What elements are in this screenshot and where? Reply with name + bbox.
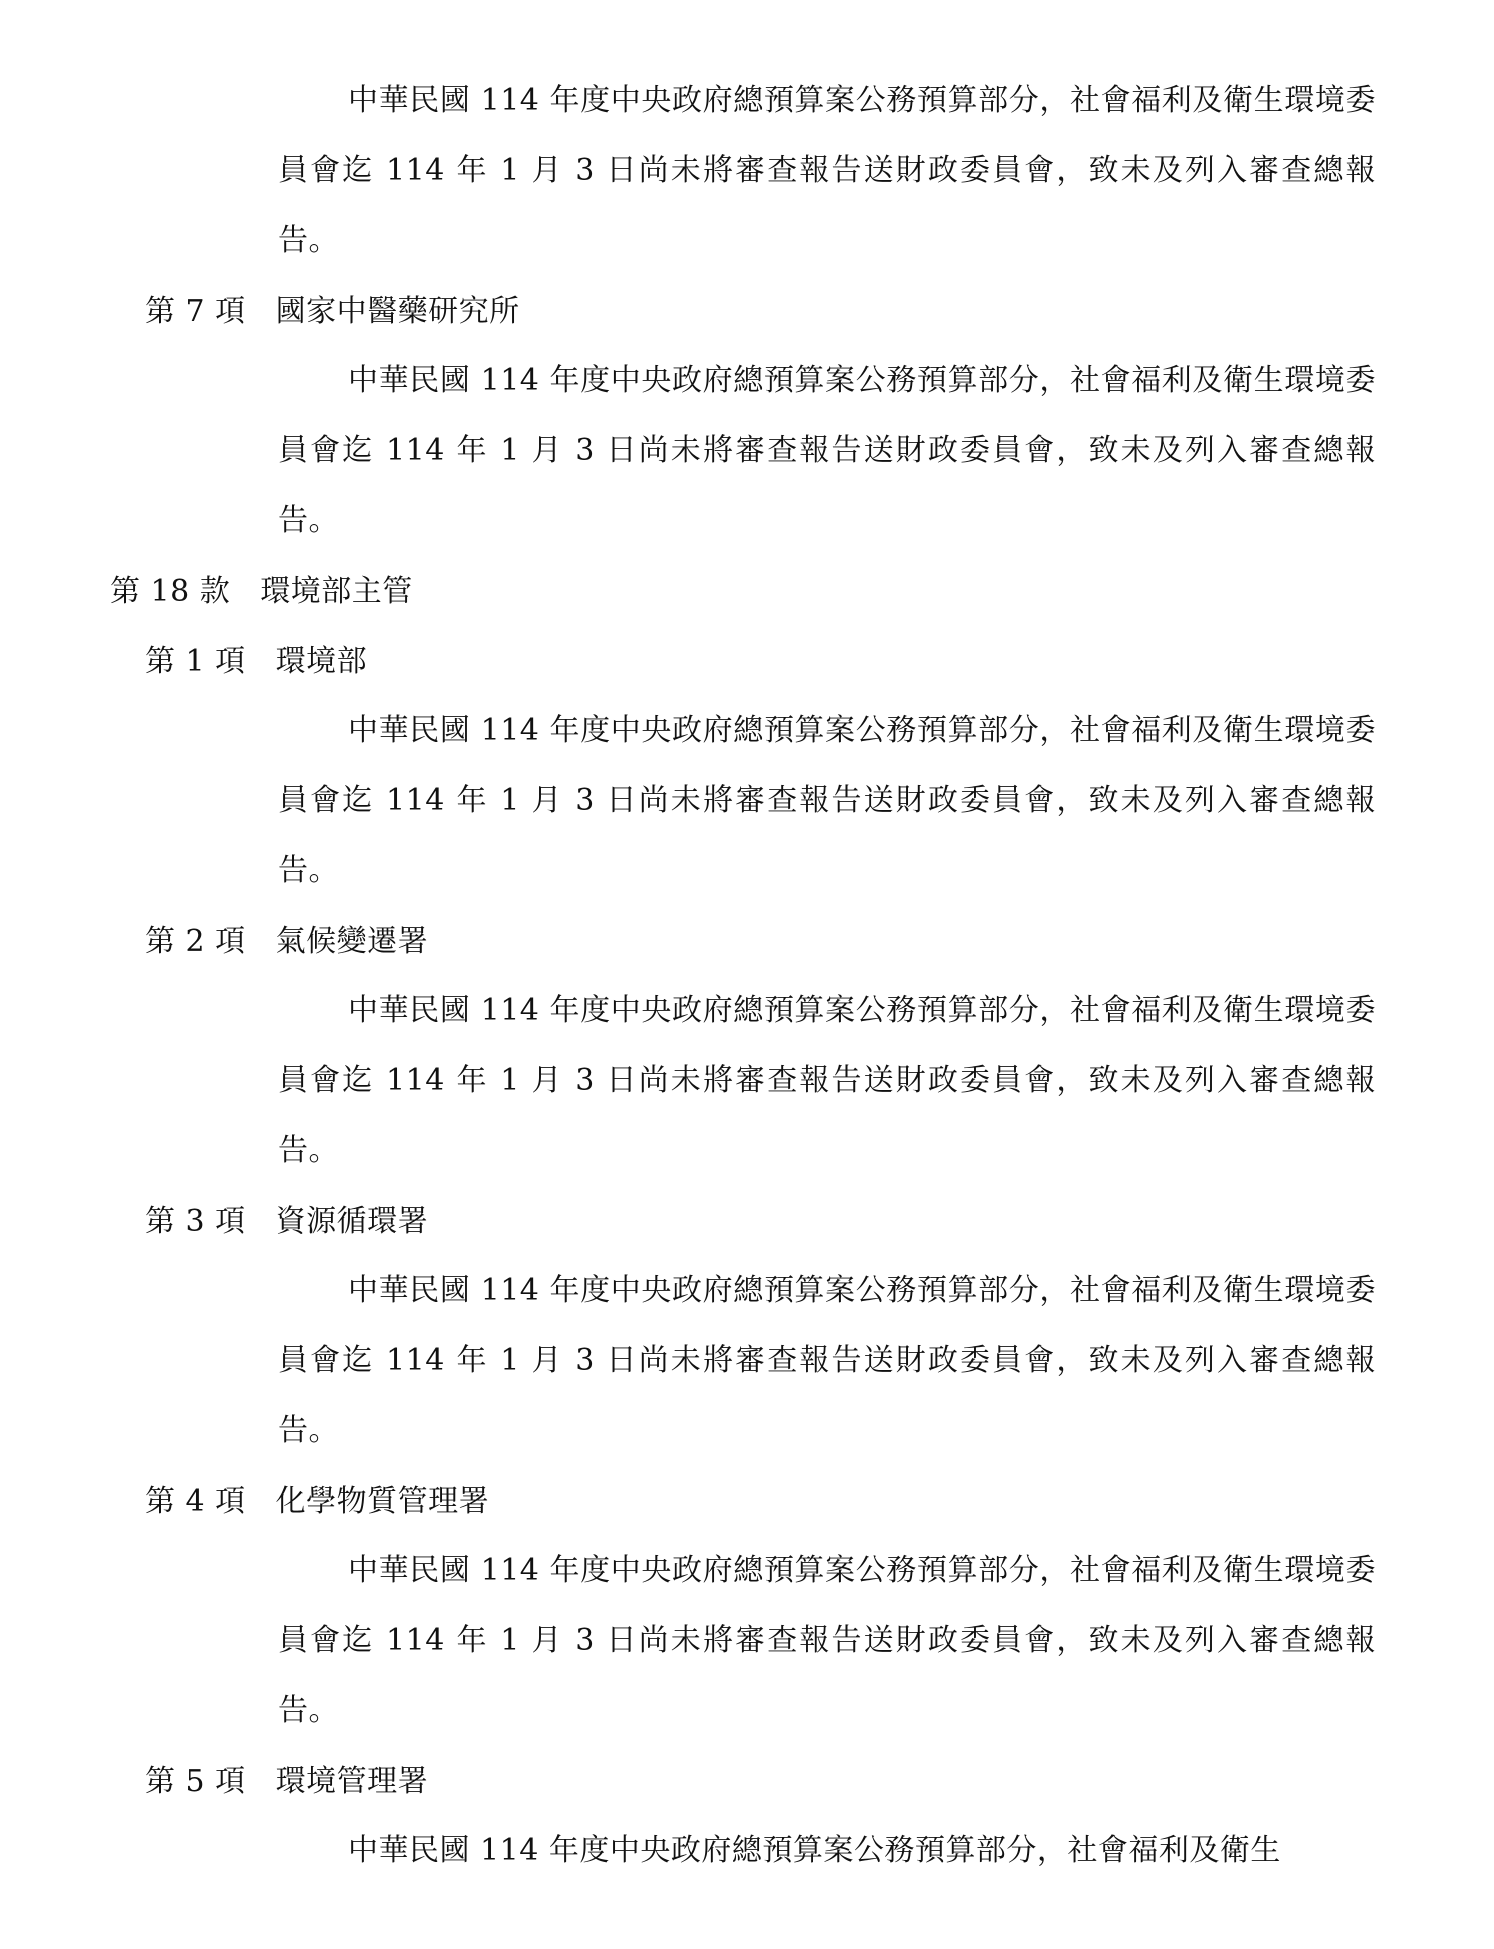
paragraph-text: 中華民國 114 年度中央政府總預算案公務預算部分，社會福利及衛生環境委員會迄 114 年 1 月 3 日尚未將審查報告送財政委員會，致未及列入審查總報告。	[278, 83, 1376, 258]
paragraph-text: 中華民國 114 年度中央政府總預算案公務預算部分，社會福利及衛生環境委員會迄 114 年 1 月 3 日尚未將審查報告送財政委員會，致未及列入審查總報告。	[278, 713, 1376, 888]
item-heading	[145, 1762, 428, 1802]
item-number: 第 2 項	[145, 924, 246, 959]
item-title: 國家中醫藥研究所	[275, 294, 520, 329]
item-number: 第 5 項	[145, 1764, 246, 1799]
paragraph-text: 中華民國 114 年度中央政府總預算案公務預算部分，社會福利及衛生	[348, 1833, 1281, 1868]
item-title: 資源循環署	[275, 1204, 429, 1239]
item-heading	[145, 642, 367, 682]
item-title: 環境部	[275, 644, 368, 679]
paragraph-text: 中華民國 114 年度中央政府總預算案公務預算部分，社會福利及衛生環境委員會迄 114 年 1 月 3 日尚未將審查報告送財政委員會，致未及列入審查總報告。	[278, 993, 1376, 1168]
item-title: 化學物質管理署	[275, 1484, 490, 1519]
item-title: 環境管理署	[275, 1764, 429, 1799]
paragraph-text: 中華民國 114 年度中央政府總預算案公務預算部分，社會福利及衛生環境委員會迄 114 年 1 月 3 日尚未將審查報告送財政委員會，致未及列入審查總報告。	[278, 1553, 1376, 1728]
item-heading	[145, 1202, 428, 1242]
paragraph-text: 中華民國 114 年度中央政府總預算案公務預算部分，社會福利及衛生環境委員會迄 114 年 1 月 3 日尚未將審查報告送財政委員會，致未及列入審查總報告。	[278, 1273, 1376, 1448]
paragraph-text: 中華民國 114 年度中央政府總預算案公務預算部分，社會福利及衛生環境委員會迄 114 年 1 月 3 日尚未將審查報告送財政委員會，致未及列入審查總報告。	[278, 363, 1376, 538]
section-heading	[110, 572, 413, 612]
item-heading	[145, 922, 428, 962]
item-number: 第 4 項	[145, 1484, 246, 1519]
item-heading	[145, 292, 520, 332]
section-number: 第 18 款	[110, 574, 231, 609]
section-title: 環境部主管	[260, 574, 413, 609]
item-number: 第 1 項	[145, 644, 246, 679]
item-heading	[145, 1482, 489, 1522]
item-number: 第 7 項	[145, 294, 246, 329]
item-number: 第 3 項	[145, 1204, 246, 1239]
item-title: 氣候變遷署	[275, 924, 429, 959]
